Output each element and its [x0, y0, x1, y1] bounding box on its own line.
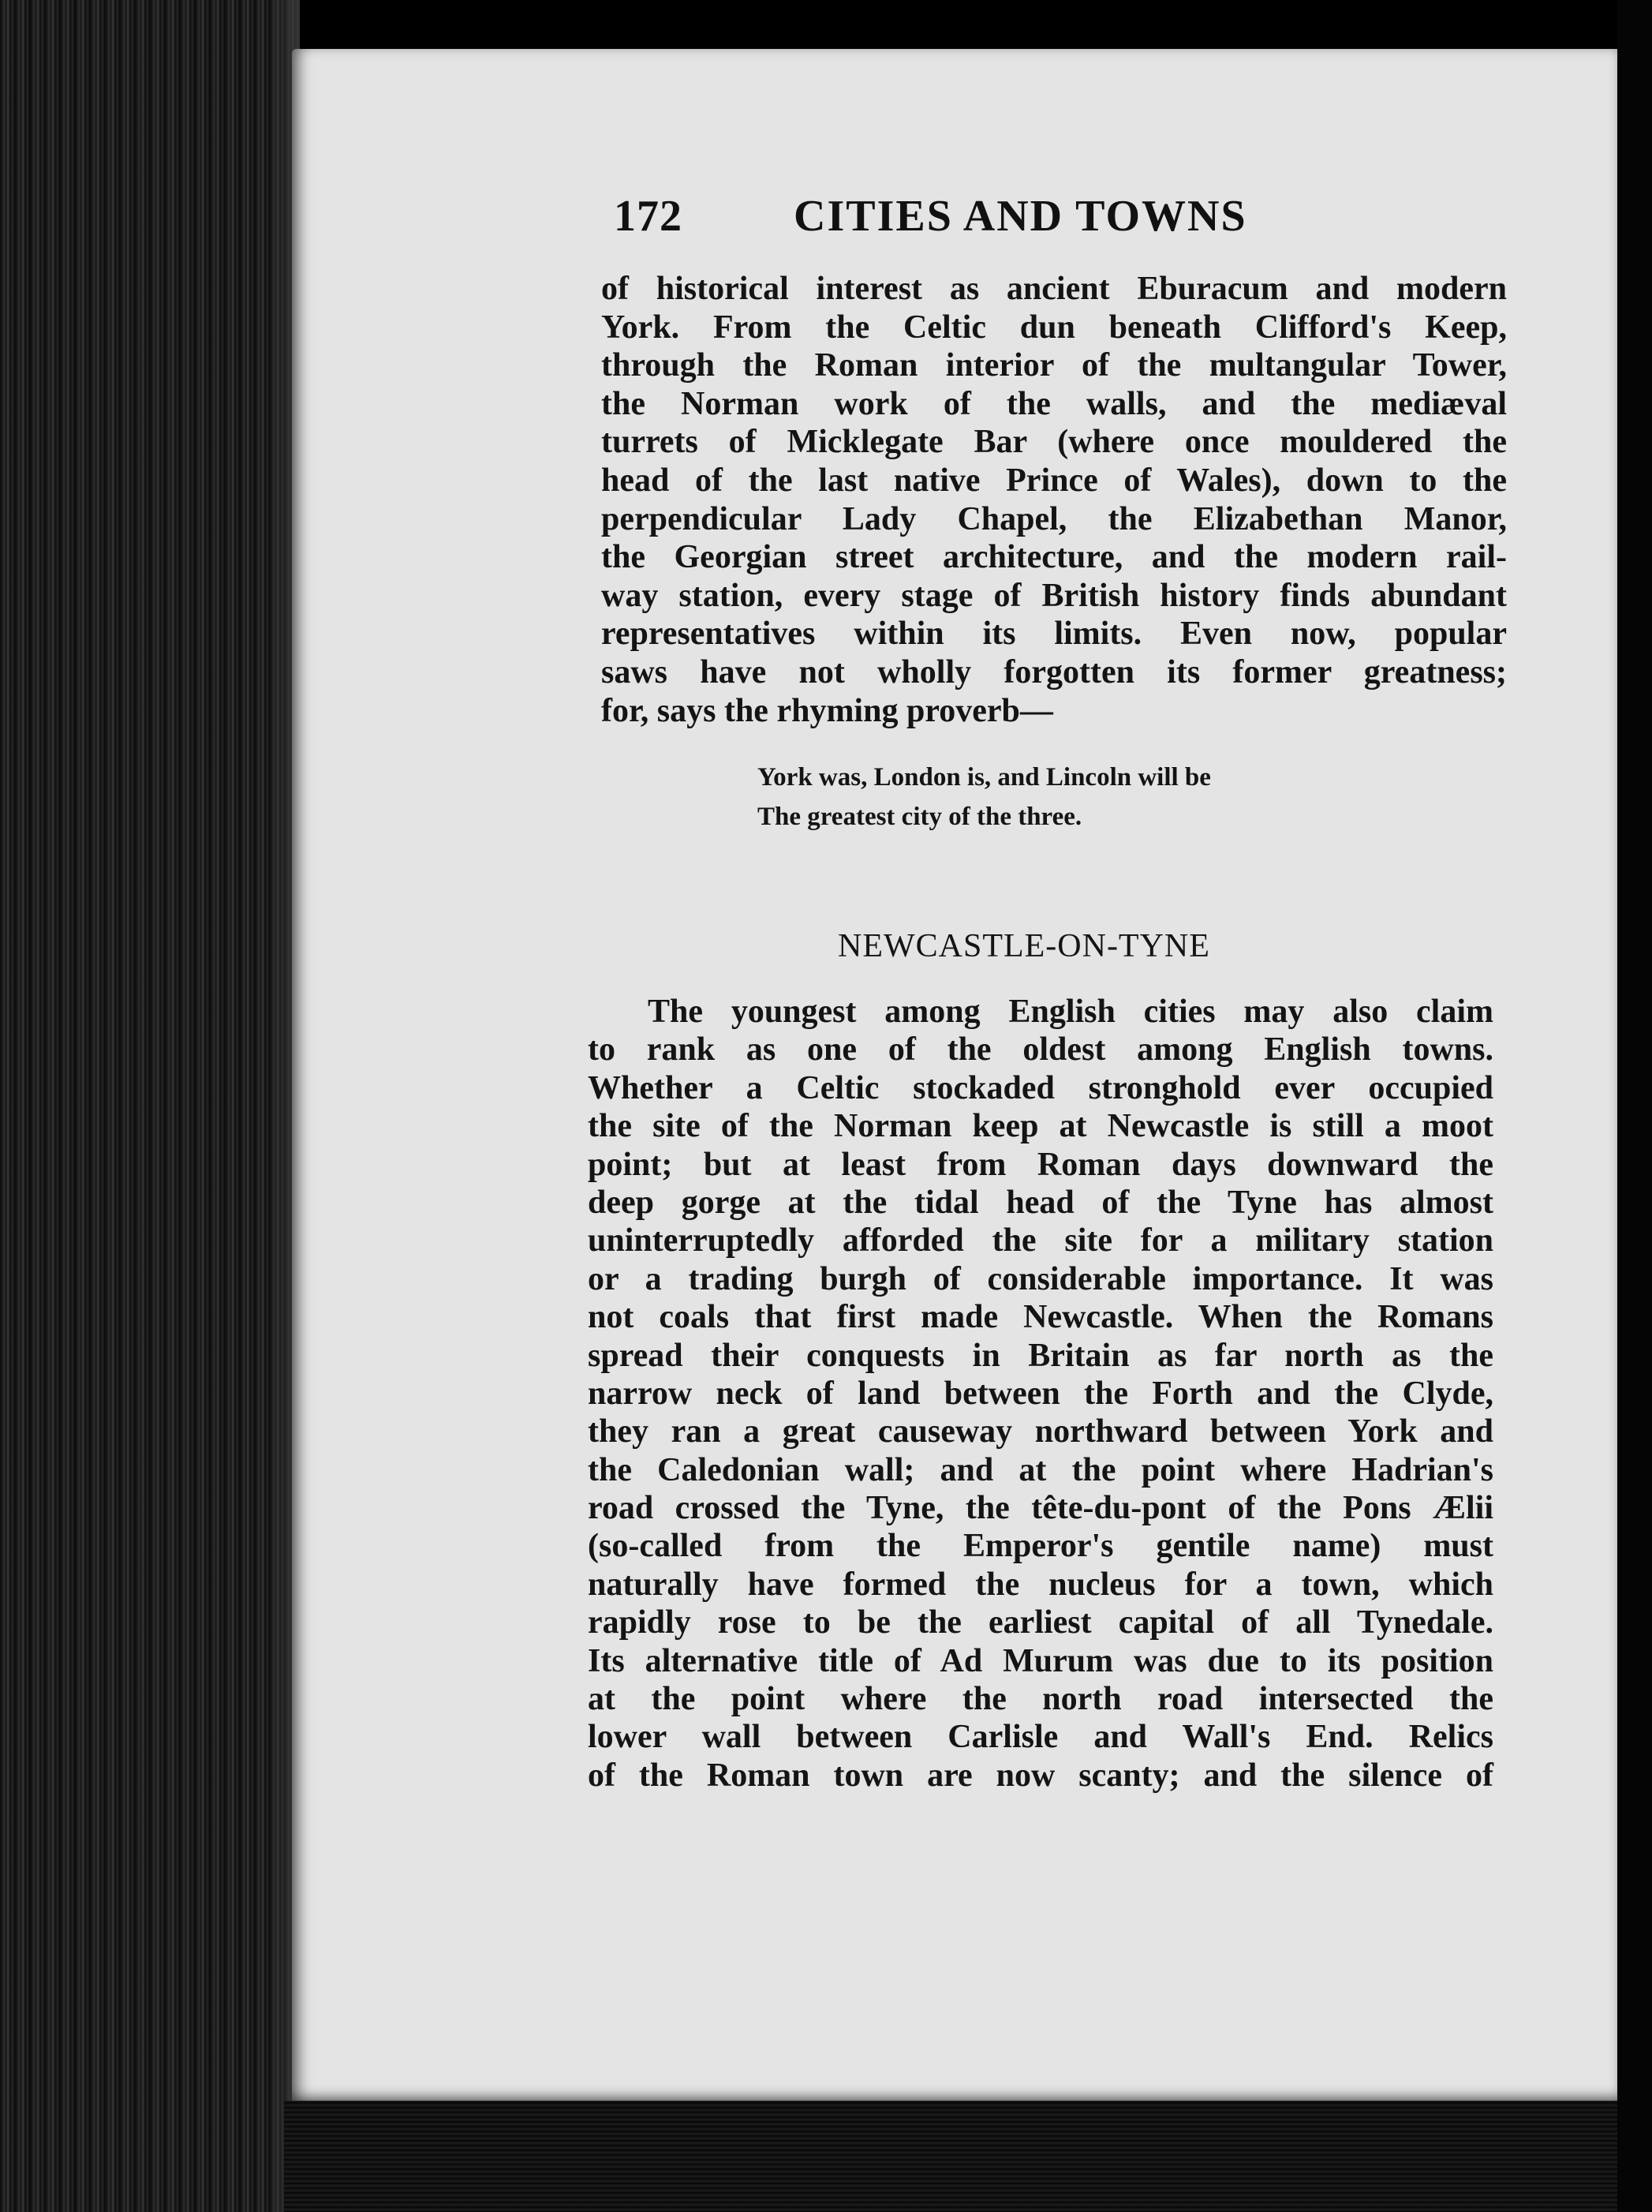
text-line: narrow neck of land between the Forth and the Clyde,	[588, 1375, 1493, 1412]
text-line: The youngest among English cities may also claim	[648, 994, 1493, 1030]
text-line-last: for, says the rhyming proverb—	[601, 692, 1053, 729]
verse-line: The greatest city of the three.	[757, 803, 1082, 831]
text-line: (so-called from the Emperor's gentile name) must	[588, 1528, 1493, 1565]
text-line: head of the last native Prince of Wales), down to the	[601, 462, 1507, 499]
text-line: the Caledonian wall; and at the point where Hadrian's	[588, 1451, 1493, 1488]
text-line: they ran a great causeway northward between York and	[588, 1413, 1493, 1450]
text-line: not coals that first made Newcastle. When the Romans	[588, 1299, 1493, 1336]
text-line: representatives within its limits. Even now, popular	[601, 616, 1507, 653]
text-line: saws have not wholly forgotten its former greatness;	[601, 653, 1507, 691]
section-heading: NEWCASTLE-ON-TYNE	[838, 928, 1210, 964]
book-page-edges	[0, 0, 300, 2212]
text-line: naturally have formed the nucleus for a town, which	[588, 1566, 1493, 1603]
text-line: perpendicular Lady Chapel, the Elizabethan Manor,	[601, 500, 1507, 537]
newcastle-paragraph	[588, 993, 1493, 1795]
text-line: uninterruptedly afforded the site for a military station	[588, 1222, 1493, 1259]
text-line: or a trading burgh of considerable importance. It was	[588, 1260, 1493, 1297]
page-number: 172	[614, 192, 682, 241]
verse-line: York was, London is, and Lincoln will be	[757, 763, 1211, 792]
text-line: lower wall between Carlisle and Wall's End. Relics	[588, 1719, 1493, 1756]
book-bottom-edge	[284, 2101, 1652, 2212]
text-line: the Norman work of the walls, and the mediæval	[601, 385, 1507, 422]
text-line: rapidly rose to be the earliest capital of all Tynedale.	[588, 1604, 1493, 1641]
running-title: CITIES AND TOWNS	[794, 192, 1247, 241]
text-line: at the point where the north road intersected the	[588, 1681, 1493, 1718]
running-head	[614, 191, 1497, 254]
text-line: Whether a Celtic stockaded stronghold ever occupied	[588, 1069, 1493, 1106]
scan-right-border	[1617, 0, 1652, 2212]
verse-quotation	[757, 758, 1325, 837]
york-paragraph	[601, 270, 1507, 730]
text-line: spread their conquests in Britain as far north as the	[588, 1337, 1493, 1374]
text-line: to rank as one of the oldest among English towns.	[588, 1031, 1493, 1069]
text-line: the Georgian street architecture, and the modern rail-	[601, 539, 1507, 576]
text-line: point; but at least from Roman days downward the	[588, 1146, 1493, 1183]
text-line: deep gorge at the tidal head of the Tyne has almost	[588, 1184, 1493, 1221]
text-line: turrets of Micklegate Bar (where once mouldered the	[601, 424, 1507, 461]
text-line: of historical interest as ancient Eburacum and modern	[601, 271, 1507, 307]
text-line: through the Roman interior of the multangular Tower,	[601, 347, 1507, 384]
text-line: road crossed the Tyne, the tête-du-pont of the Pons Ælii	[588, 1490, 1493, 1527]
text-line: the site of the Norman keep at Newcastle is still a moot	[588, 1108, 1493, 1145]
text-line: of the Roman town are now scanty; and the silence of	[588, 1757, 1493, 1794]
text-line: Its alternative title of Ad Murum was due to its position	[588, 1642, 1493, 1679]
text-line: way station, every stage of British history finds abundant	[601, 577, 1507, 614]
text-line: York. From the Celtic dun beneath Clifford's Keep,	[601, 309, 1507, 346]
